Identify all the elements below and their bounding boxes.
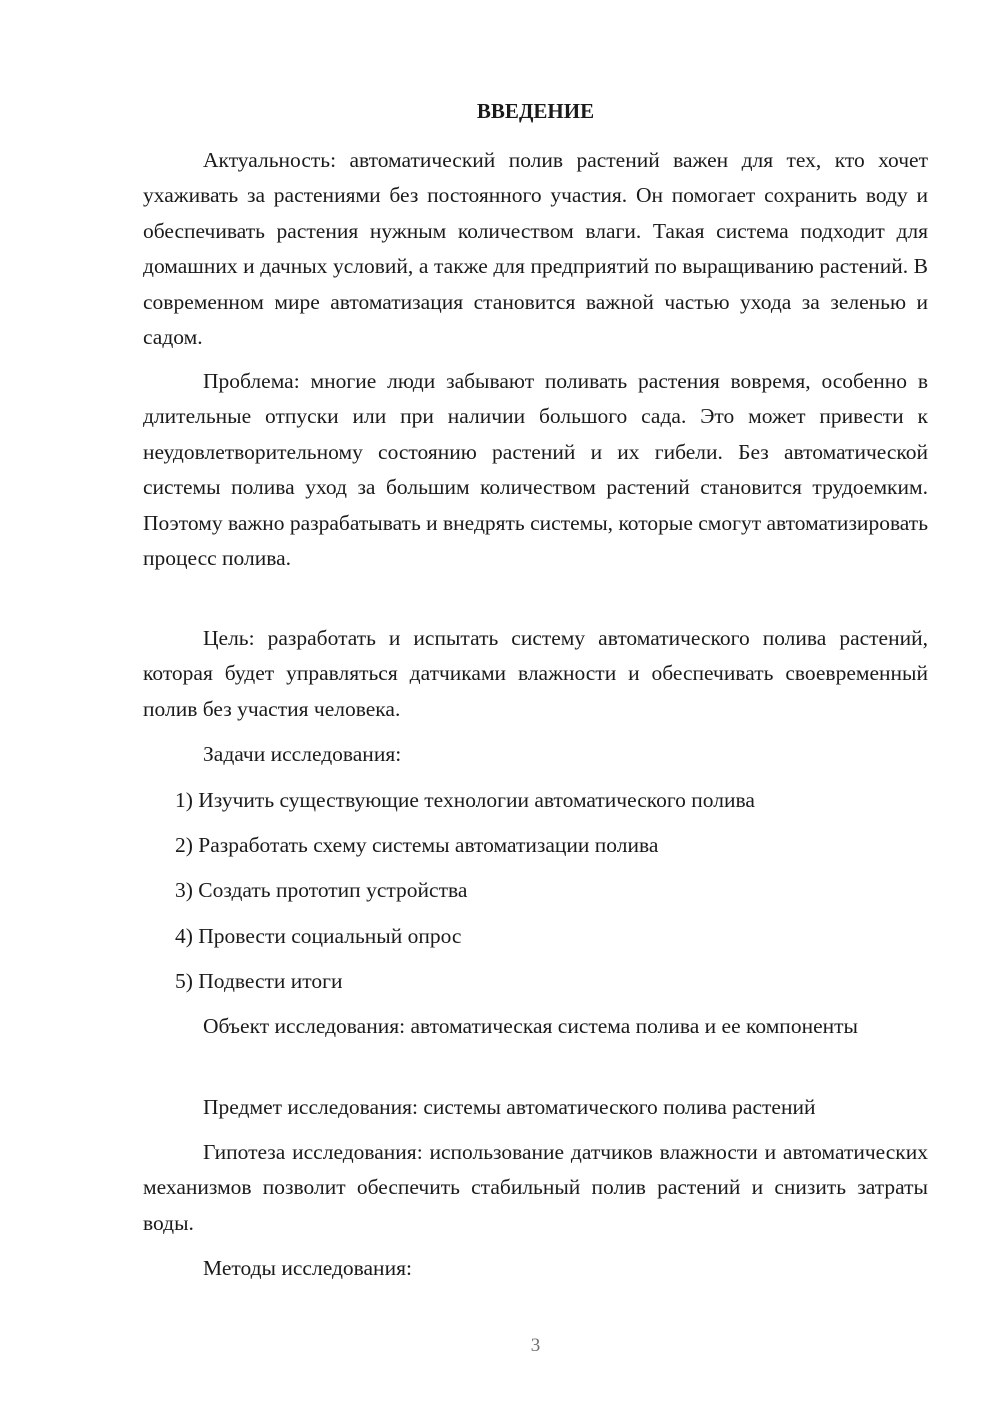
page-number: 3 — [530, 1335, 541, 1356]
task-item: 4) Провести социальный опрос — [175, 924, 462, 948]
task-item: 2) Разработать схему системы автоматизации полива — [175, 833, 659, 857]
document-page — [143, 0, 928, 1414]
problem-paragraph: Проблема: многие люди забывают поливать растения вовремя, особенно в длительные отпуски или при наличии большого сада. Это может привести к неудовлетворительному состоянию растений и их гибели. Без автоматической системы полива уход за большим количеством растений становится трудоемким. Поэтому важно разрабатывать и внедрять системы, которые смогут автоматизировать процесс полива. — [143, 369, 928, 571]
object-paragraph: Объект исследования: автоматическая система полива и ее компоненты — [203, 1014, 858, 1038]
hypothesis-paragraph: Гипотеза исследования: использование датчиков влажности и автоматических механизмов позволит обеспечить стабильный полив растений и снизить затраты воды. — [143, 1140, 928, 1235]
relevance-paragraph: Актуальность: автоматический полив растений важен для тех, кто хочет ухаживать за растениями без постоянного участия. Он помогает сохранить воду и обеспечивать растения нужным количеством влаги. Такая система подходит для домашних и дачных условий, а также для предприятий по выращиванию растений. В современном мире автоматизация становится важной частью ухода за зеленью и садом. — [143, 148, 928, 350]
task-item: 5) Подвести итоги — [175, 969, 343, 993]
page-title: ВВЕДЕНИЕ — [476, 99, 595, 123]
methods-heading: Методы исследования: — [203, 1256, 412, 1280]
subject-paragraph: Предмет исследования: системы автоматического полива растений — [203, 1095, 816, 1119]
goal-paragraph: Цель: разработать и испытать систему автоматического полива растений, которая будет управляться датчиками влажности и обеспечивать своевременный полив без участия человека. — [143, 626, 928, 721]
tasks-heading: Задачи исследования: — [203, 742, 402, 766]
task-item: 3) Создать прототип устройства — [175, 878, 468, 902]
task-item: 1) Изучить существующие технологии автоматического полива — [175, 788, 755, 812]
